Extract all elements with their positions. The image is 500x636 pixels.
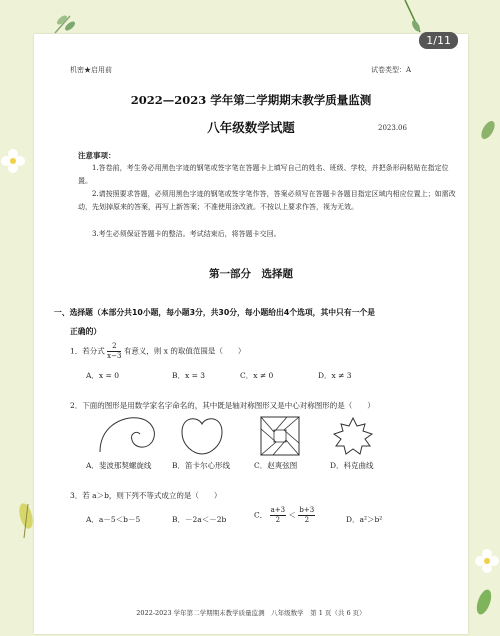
confidential-label: 机密★启用前 — [70, 66, 112, 74]
question-3-stem: 3．若 a＞b，则下列不等式成立的是（ ） — [70, 491, 222, 500]
question-1-option-d: D．x ≠ 3 — [318, 371, 352, 380]
paper-type-label: 试卷类型：A — [371, 66, 412, 74]
exam-page — [34, 34, 468, 634]
section-heading: 一、选择题（本部分共10小题，每小题3分，共30分，每小题给出4个选项，其中只有一个是 — [54, 308, 376, 317]
exam-subtitle: 八年级数学试题 — [207, 120, 295, 135]
page-indicator[interactable]: 1/11 — [419, 32, 458, 49]
flower-icon — [0, 148, 26, 174]
fraction: $\frac{a+3}{2}$ — [270, 506, 286, 524]
question-3-option-c: C． $\frac{a+3}{2}$ ＜ $\frac{b+3}{2}$ — [254, 506, 315, 524]
flower-icon — [474, 548, 500, 574]
question-3-option-a: A．a－5＜b－5 — [86, 515, 141, 524]
question-2-option-d: D．科克曲线 — [330, 461, 374, 470]
question-1-option-c: C．x ≠ 0 — [240, 371, 274, 380]
zhao-shuang-figure — [260, 416, 300, 456]
page-footer: 2022-2023 学年第二学期期末教学质量监测 八年级数学 第 1 页（共 6 页） — [136, 609, 366, 617]
leaf-icon — [476, 118, 500, 148]
question-1-option-a: A．x = 0 — [86, 371, 119, 380]
fraction: $\frac{2}{x-3}$ — [107, 342, 122, 360]
question-2-option-c: C．赵爽弦图 — [254, 461, 298, 470]
exam-date: 2023.06 — [378, 124, 407, 132]
question-3-option-d: D．a²＞b² — [346, 515, 383, 524]
cardioid-figure — [178, 414, 226, 456]
note-item: 1.答卷前，考生务必用黑色字迹的钢笔或签字笔在答题卡上填写自己的姓名、班级、学校，并把条形码粘贴在指定位置。 — [78, 164, 449, 185]
fraction: $\frac{b+3}{2}$ — [299, 506, 315, 524]
question-3-option-b: B．－2a＜－2b — [172, 515, 227, 524]
note-item: 3.考生必须保证答题卡的整洁。考试结束后，将答题卡交回。 — [92, 230, 281, 238]
question-2-option-a: A．斐波那契螺旋线 — [86, 461, 152, 470]
leaf-icon — [472, 584, 498, 624]
koch-curve-figure — [332, 416, 374, 458]
note-item: 2.请按照要求答题，必须用黑色字迹的钢笔或签字笔作答，答案必须写在答题卡各题目指定区域内相应位置上；如需改动，先划掉原来的答案，再写上新答案；不准使用涂改液。不按以上要求作答，视为无效。 — [78, 190, 456, 211]
notes-heading: 注意事项： — [78, 151, 116, 160]
leaf-branch-icon — [400, 0, 430, 36]
exam-title: 2022—2023 学年第二学期期末教学质量监测 — [130, 93, 372, 107]
question-2-stem: 2．下面的图形是用数学家名字命名的，其中既是轴对称图形又是中心对称图形的是（ ） — [70, 401, 375, 410]
question-2-option-b: B．笛卡尔心形线 — [172, 461, 231, 470]
part-title: 第一部分 选择题 — [209, 268, 293, 280]
question-1-option-b: B．x = 3 — [172, 371, 206, 380]
question-1-stem: 1．若分式 $\frac{2}{x-3}$ 有意义，则 x 的取值范围是（ ） — [70, 342, 246, 360]
fibonacci-spiral-figure — [96, 414, 158, 454]
section-heading-cont: 正确的） — [70, 327, 102, 336]
